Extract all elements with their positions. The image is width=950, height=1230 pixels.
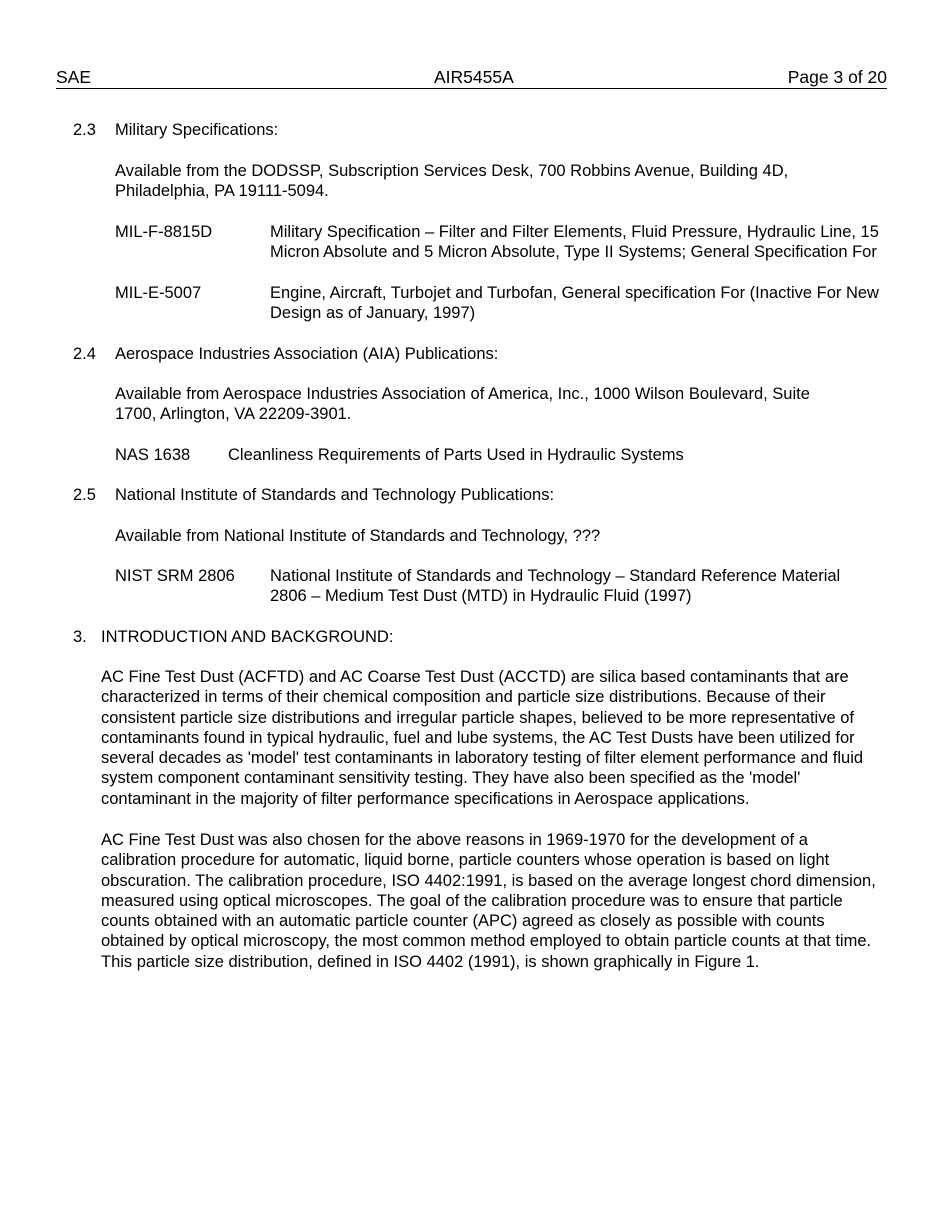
availability-paragraph: Available from Aerospace Industries Association of America, Inc., 1000 Wilson Boulevard, Suite 1700, Arlington, VA 22209-3901. (115, 385, 810, 424)
section-number: 2.5 (73, 486, 96, 504)
reference-code: NAS 1638 (115, 446, 191, 464)
reference-description: National Institute of Standards and Technology – Standard Reference Material 2806 – Medium Test Dust (MTD) in Hydraulic Fluid (1997) (270, 567, 841, 606)
section-title: INTRODUCTION AND BACKGROUND: (101, 628, 394, 646)
section-number: 2.4 (73, 345, 96, 363)
section-title: Aerospace Industries Association (AIA) Publications: (115, 345, 499, 363)
reference-description: Engine, Aircraft, Turbojet and Turbofan, General specification For (Inactive For New Design as of January, 1997) (270, 284, 879, 323)
header-organization: SAE (56, 67, 92, 87)
reference-code: NIST SRM 2806 (115, 567, 235, 585)
section-title: National Institute of Standards and Technology Publications: (115, 486, 555, 504)
page-header (56, 66, 887, 89)
section-title: Military Specifications: (115, 121, 279, 139)
availability-paragraph: Available from National Institute of Standards and Technology, ??? (115, 527, 601, 545)
header-page-number: Page 3 of 20 (787, 67, 887, 87)
body-paragraph: AC Fine Test Dust (ACFTD) and AC Coarse Test Dust (ACCTD) are silica based contaminants that are characterized in terms of their chemical composition and particle size distributions. Because of their consistent particle size distributions and irregular particle shapes, believed to be more representative of contaminants found in typical hydraulic, fuel and lube systems, the AC Test Dusts have been utilized for several decades as 'model' test contaminants in laboratory testing of filter element performance and fluid system component contaminant sensitivity testing. They have also been specified as the 'model' contaminant in the majority of filter performance specifications in Aerospace applications. (101, 668, 864, 808)
header-document-number: AIR5455A (434, 67, 514, 87)
section-number: 2.3 (73, 121, 96, 139)
section-number: 3. (73, 628, 87, 646)
availability-paragraph: Available from the DODSSP, Subscription Services Desk, 700 Robbins Avenue, Building 4D, Philadelphia, PA 19111-5094. (115, 162, 789, 201)
body-paragraph: AC Fine Test Dust was also chosen for the above reasons in 1969-1970 for the development of a calibration procedure for automatic, liquid borne, particle counters whose operation is based on light obscuration. The calibration procedure, ISO 4402:1991, is based on the average longest chord dimension, measured using optical microscopes. The goal of the calibration procedure was to ensure that particle counts obtained with an automatic particle counter (APC) agreed as closely as possible with counts obtained by optical microscopy, the most common method employed to obtain particle counts at that time. This particle size distribution, defined in ISO 4402 (1991), is shown graphically in Figure 1. (101, 831, 876, 971)
reference-code: MIL-F-8815D (115, 223, 213, 241)
reference-description: Cleanliness Requirements of Parts Used in Hydraulic Systems (228, 446, 684, 464)
reference-description: Military Specification – Filter and Filter Elements, Fluid Pressure, Hydraulic Line, 15 Micron Absolute and 5 Micron Absolute, Type II Systems; General Specification For (270, 223, 879, 262)
reference-code: MIL-E-5007 (115, 284, 202, 302)
